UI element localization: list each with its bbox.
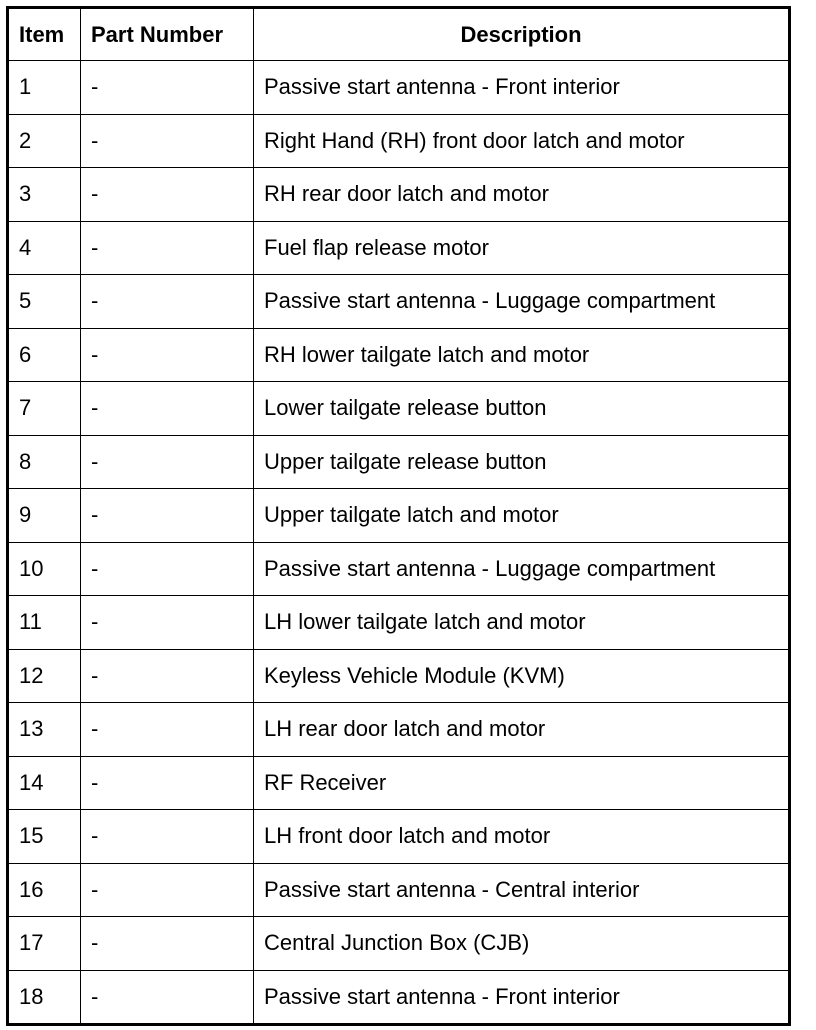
cell-item: 5: [8, 275, 81, 329]
cell-item: 12: [8, 649, 81, 703]
cell-description: Upper tailgate release button: [254, 435, 790, 489]
cell-item: 7: [8, 382, 81, 436]
header-item: Item: [8, 8, 81, 61]
table-row: [8, 489, 790, 543]
cell-part-number: -: [81, 114, 254, 168]
cell-part-number: -: [81, 221, 254, 275]
cell-description: Lower tailgate release button: [254, 382, 790, 436]
cell-part-number: -: [81, 61, 254, 115]
cell-item: 13: [8, 703, 81, 757]
cell-description: Passive start antenna - Luggage compartment: [254, 275, 790, 329]
cell-item: 2: [8, 114, 81, 168]
cell-description: Passive start antenna - Luggage compartment: [254, 542, 790, 596]
cell-description: RH lower tailgate latch and motor: [254, 328, 790, 382]
cell-item: 11: [8, 596, 81, 650]
table-row: [8, 970, 790, 1025]
cell-item: 8: [8, 435, 81, 489]
table-row: [8, 542, 790, 596]
cell-description: LH rear door latch and motor: [254, 703, 790, 757]
cell-description: Passive start antenna - Central interior: [254, 863, 790, 917]
table-row: [8, 328, 790, 382]
table-row: [8, 810, 790, 864]
cell-description: RF Receiver: [254, 756, 790, 810]
table-row: [8, 917, 790, 971]
table-header: [8, 8, 790, 61]
cell-description: Passive start antenna - Front interior: [254, 970, 790, 1025]
table-row: [8, 863, 790, 917]
cell-part-number: -: [81, 328, 254, 382]
cell-part-number: -: [81, 756, 254, 810]
table-body: [8, 61, 790, 1025]
cell-part-number: -: [81, 917, 254, 971]
cell-part-number: -: [81, 810, 254, 864]
cell-description: RH rear door latch and motor: [254, 168, 790, 222]
parts-table: [6, 6, 791, 1026]
cell-item: 3: [8, 168, 81, 222]
cell-item: 1: [8, 61, 81, 115]
cell-description: Fuel flap release motor: [254, 221, 790, 275]
cell-item: 4: [8, 221, 81, 275]
cell-item: 18: [8, 970, 81, 1025]
cell-item: 14: [8, 756, 81, 810]
cell-description: LH front door latch and motor: [254, 810, 790, 864]
cell-part-number: -: [81, 542, 254, 596]
table-row: [8, 221, 790, 275]
table-row: [8, 114, 790, 168]
table-row: [8, 275, 790, 329]
header-part-number: Part Number: [81, 8, 254, 61]
cell-description: Keyless Vehicle Module (KVM): [254, 649, 790, 703]
cell-description: LH lower tailgate latch and motor: [254, 596, 790, 650]
table-row: [8, 61, 790, 115]
cell-item: 15: [8, 810, 81, 864]
cell-item: 6: [8, 328, 81, 382]
table-row: [8, 435, 790, 489]
cell-description: Central Junction Box (CJB): [254, 917, 790, 971]
cell-description: Right Hand (RH) front door latch and motor: [254, 114, 790, 168]
cell-part-number: -: [81, 275, 254, 329]
table-row: [8, 649, 790, 703]
table-row: [8, 168, 790, 222]
cell-part-number: -: [81, 703, 254, 757]
cell-part-number: -: [81, 596, 254, 650]
cell-description: Passive start antenna - Front interior: [254, 61, 790, 115]
table-row: [8, 382, 790, 436]
cell-part-number: -: [81, 489, 254, 543]
cell-part-number: -: [81, 382, 254, 436]
table-row: [8, 596, 790, 650]
cell-part-number: -: [81, 970, 254, 1025]
cell-part-number: -: [81, 435, 254, 489]
cell-part-number: -: [81, 168, 254, 222]
cell-item: 16: [8, 863, 81, 917]
header-description: Description: [254, 8, 790, 61]
header-row: [8, 8, 790, 61]
cell-description: Upper tailgate latch and motor: [254, 489, 790, 543]
table-row: [8, 703, 790, 757]
cell-part-number: -: [81, 649, 254, 703]
cell-part-number: -: [81, 863, 254, 917]
cell-item: 9: [8, 489, 81, 543]
cell-item: 10: [8, 542, 81, 596]
table-row: [8, 756, 790, 810]
cell-item: 17: [8, 917, 81, 971]
